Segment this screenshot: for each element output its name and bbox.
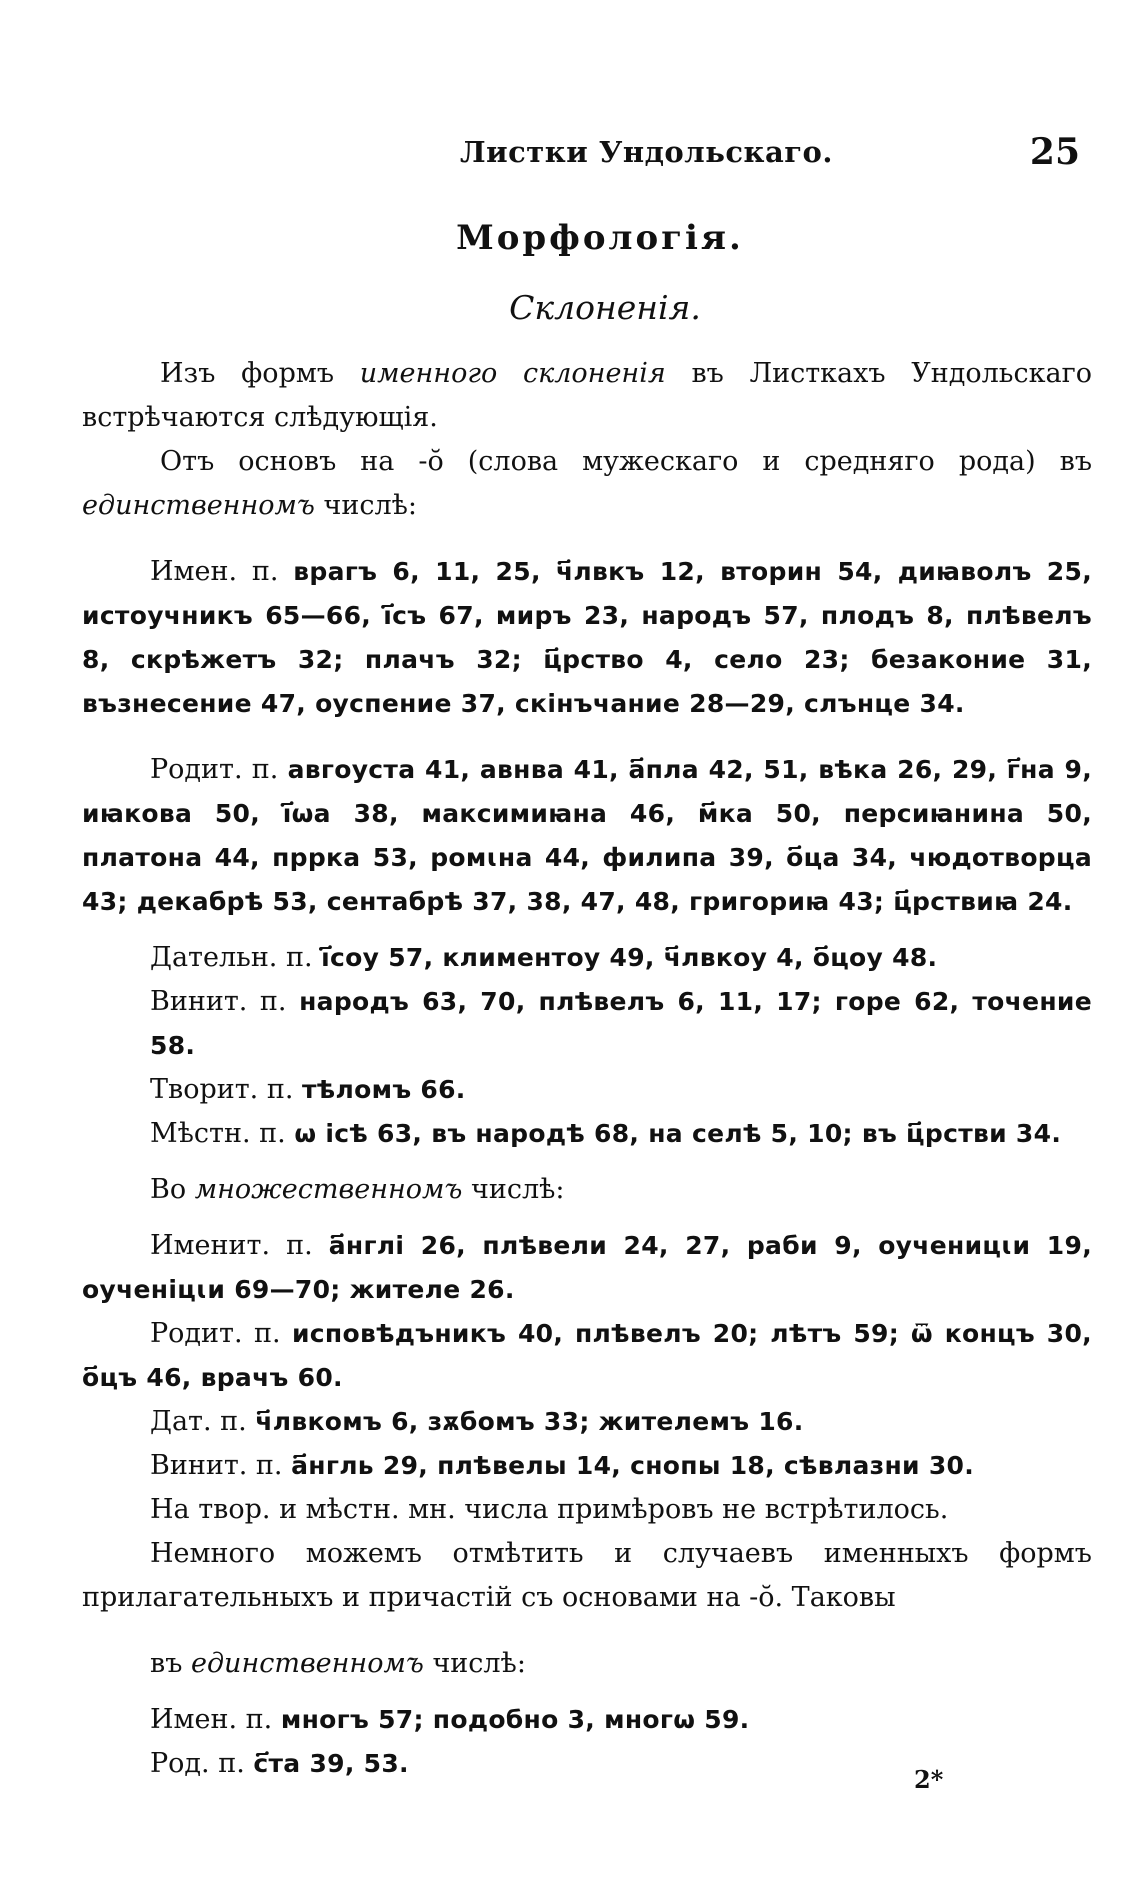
case-examples: многъ 57; подобно 3, многѡ 59. — [280, 1705, 750, 1734]
adjectives-paragraph: Немного можемъ отмѣтить и случаевъ именныхъ формъ прилагательныхъ и причастій съ основами на -ŏ. Таковы — [82, 1538, 1092, 1613]
plural-heading-c: числѣ: — [462, 1174, 565, 1205]
adj-singular-heading — [82, 1642, 1092, 1686]
case-label: Имен. п. — [150, 556, 294, 587]
case-examples: исповѣдъникъ 40, плѣвелъ 20; лѣтъ 59; ѿ концъ 30, о҃цъ 46, врачъ 60. — [82, 1319, 1092, 1392]
stems-text-c: числѣ: — [314, 490, 417, 521]
case-examples: ч҃лвкомъ 6, зѫбомъ 33; жителемъ 16. — [255, 1407, 804, 1436]
case-examples: с҃та 39, 53. — [253, 1749, 409, 1778]
case-label: Род. п. — [150, 1748, 254, 1779]
case-examples: і҃соу 57, климентоу 49, ч҃лвкоу 4, о҃цоу 48. — [321, 943, 938, 972]
subsection-title: Склоненія. — [509, 288, 701, 327]
plural-no-examples-note: На твор. и мѣстн. мн. числа примѣровъ не встрѣтилось. — [150, 1494, 949, 1525]
running-title: Листки Ундольскаго. — [460, 135, 833, 169]
intro-text-b: именного склоненія — [359, 358, 666, 389]
case-label: Имен. п. — [150, 1704, 281, 1735]
signature-mark: 2* — [914, 1765, 944, 1794]
case-label: Творит. п. — [150, 1074, 303, 1105]
plural-heading — [82, 1168, 1092, 1212]
case-examples: а҃нглі 26, плѣвели 24, 27, раби 9, оученицꙇи 19, оученіцꙇи 69—70; жителе 26. — [82, 1231, 1092, 1304]
case-examples: ѡ іcѣ 63, въ народѣ 68, на селѣ 5, 10; въ ц҃рстви 34. — [294, 1119, 1062, 1148]
plural-nominative — [82, 1224, 1092, 1312]
case-label: Родит. п. — [150, 1318, 292, 1349]
adj-nominative — [82, 1698, 1092, 1742]
case-label: Мѣстн. п. — [150, 1118, 295, 1149]
plural-heading-a: Во — [150, 1174, 195, 1205]
case-examples: врагъ 6, 11, 25, ч҃лвкъ 12, вторин 54, диꙗволъ 25, истоучникъ 65—66, і҃съ 67, миръ 23, народъ 57, плодъ 8, плѣвелъ 8, скрѣжетъ 32; плачъ 32; ц҃рство 4, село 23; безаконие 31, възнесение 47, оуспение 37, скінъчание 28—29, слънце 34. — [82, 557, 1092, 718]
singular-nominative — [82, 550, 1092, 726]
stems-paragraph — [82, 440, 1092, 528]
case-label: Винит. п. — [150, 986, 300, 1017]
intro-text-c: въ Листкахъ Ундольскаго встрѣчаются слѣдующія. — [82, 358, 1092, 433]
singular-instrumental — [82, 1068, 1092, 1112]
case-label: Родит. п. — [150, 754, 288, 785]
case-label: Винит. п. — [150, 1450, 292, 1481]
plural-heading-b: множественномъ — [194, 1174, 463, 1205]
intro-text-a: Изъ формъ — [160, 358, 360, 389]
body-text — [82, 352, 1092, 1786]
section-title: Морфологія. — [456, 218, 744, 258]
intro-paragraph — [82, 352, 1092, 440]
case-examples: народъ 63, 70, плѣвелъ 6, 11, 17; горе 62, точение 58. — [150, 987, 1092, 1060]
case-label: Дат. п. — [150, 1406, 256, 1437]
singular-dative — [82, 936, 1092, 980]
plural-dative — [82, 1400, 1092, 1444]
stems-text-a: Отъ основъ на -ŏ (слова мужескаго и средняго рода) въ — [160, 446, 1092, 477]
case-label: Дательн. п. — [150, 942, 322, 973]
singular-genitive — [82, 748, 1092, 924]
singular-locative — [82, 1112, 1092, 1156]
case-examples: авгоуста 41, авнва 41, а҃пла 42, 51, вѣка 26, 29, г҃на 9, иꙗкова 50, і҃ѡа 38, максимиꙗна 46, м҃ка 50, персиꙗнина 50, платона 44, пррка 53, ромꙇна 44, филипа 39, о҃ца 34, чюдотворца 43; декабрѣ 53, сентабрѣ 37, 38, 47, 48, гpигориꙗ 43; ц҃рствиꙗ 24. — [82, 755, 1092, 916]
stems-text-b: единственномъ — [82, 490, 315, 521]
adj-heading-a: въ — [150, 1648, 191, 1679]
adj-heading-c: числѣ: — [423, 1648, 526, 1679]
adj-heading-b: единственномъ — [190, 1648, 424, 1679]
plural-genitive — [82, 1312, 1092, 1400]
page-header — [80, 131, 1080, 175]
page-number: 25 — [1029, 131, 1080, 173]
case-label: Именит. п. — [150, 1230, 329, 1261]
case-examples: а҃нгль 29, плѣвелы 14, снопы 18, сѣвлазни 30. — [291, 1451, 975, 1480]
singular-accusative — [82, 980, 1092, 1068]
plural-accusative — [82, 1444, 1092, 1488]
case-examples: тѣломъ 66. — [302, 1075, 466, 1104]
